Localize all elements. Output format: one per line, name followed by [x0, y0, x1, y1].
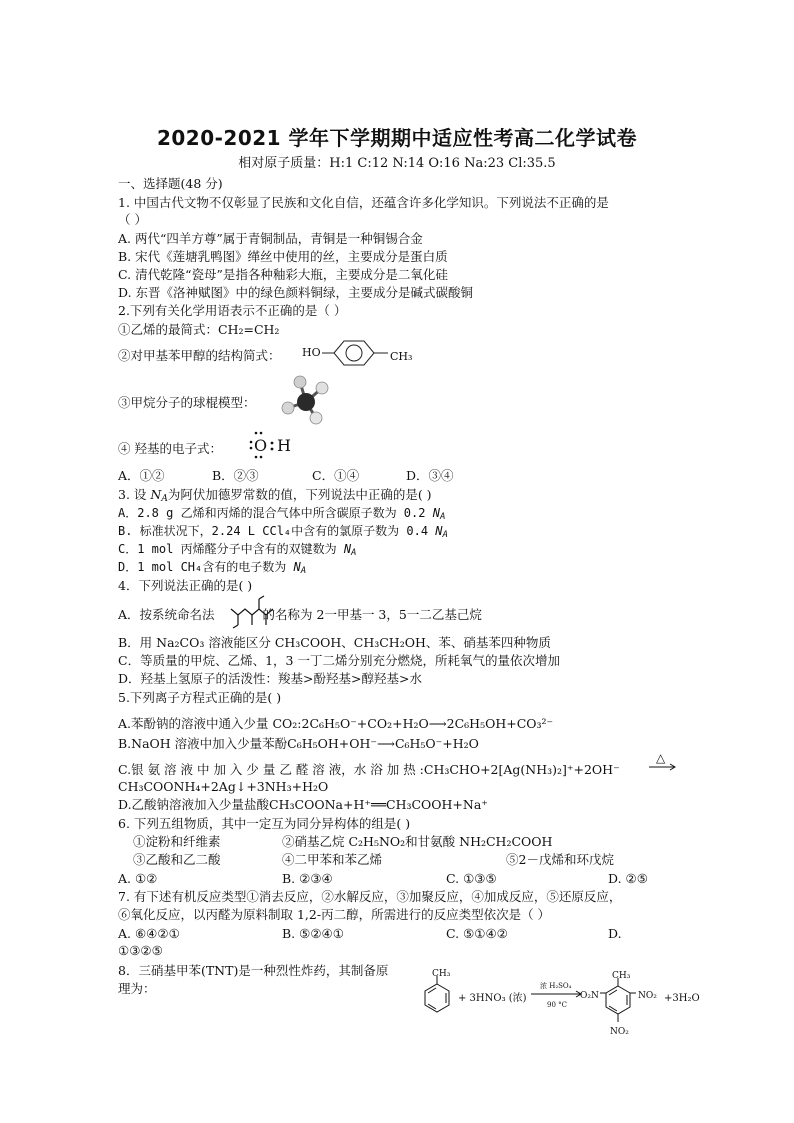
q4-stem: 4．下列说法正确的是( ) — [118, 578, 253, 593]
q2-item-2-label: ②对甲基苯甲醇的结构简式： — [118, 348, 281, 363]
tnt-no2-right: NO₂ — [638, 991, 657, 1001]
q3-na-symbol: N — [150, 487, 162, 502]
q2-option-b: B．②③ — [212, 468, 259, 483]
q3-option-d: D．1 mol CH₄含有的电子数为 $N_A$ — [118, 560, 307, 576]
q6-option-b: B. ②③④ — [282, 871, 333, 886]
q7-option-c: C. ⑤①④② — [446, 926, 508, 941]
q8-line-2: 理为： — [118, 981, 156, 996]
q2-item-1-formula: CH₂=CH₂ — [218, 322, 280, 337]
q5-option-c-line2: CH₃COONH₄+2Ag↓+3NH₃+H₂O — [118, 779, 329, 794]
q6-stem: 6. 下列五组物质，其中一定互为同分异构体的组是( ) — [118, 816, 411, 831]
q6-option-c: C. ①③⑤ — [446, 871, 497, 886]
q1-paren: （ ） — [118, 212, 147, 227]
oxygen-symbol: O — [254, 436, 268, 455]
q7-option-a: A. ⑥④②① — [118, 926, 180, 941]
hydrogen-symbol: H — [277, 436, 291, 455]
q3-option-d-text: D．1 mol CH₄含有的电子数为 — [118, 560, 294, 574]
q7-option-b: B. ⑤②④① — [282, 926, 344, 941]
methane-ball-stick-icon — [278, 374, 338, 426]
q8-line-1: 8．三硝基甲苯(TNT)是一种烈性炸药，其制备原 — [118, 963, 389, 978]
q3-option-c-text: C．1 mol 丙烯醛分子中含有的双键数为 — [118, 542, 344, 556]
heat-symbol: △ — [656, 751, 666, 765]
q5-option-a: A.苯酚钠的溶液中通入少量 CO₂:2C₆H₅O⁻+CO₂+H₂O⟶2C₆H₅OH+CO₃²⁻ — [118, 716, 554, 731]
q2-stem: 2.下列有关化学用语表示不正确的是（ ） — [118, 303, 347, 318]
q3-option-c: C．1 mol 丙烯醛分子中含有的双键数为 $N_A$ — [118, 542, 357, 558]
skeletal-formula-icon — [229, 595, 279, 629]
q3-stem-b: 为阿伏加德罗常数的值，下列说法中正确的是( ) — [167, 487, 432, 502]
q7-line-1: 7. 有下述有机反应类型①消去反应，②水解反应，③加聚反应，④加成反应，⑤还原反应， — [118, 889, 622, 904]
q6-item-1: ①淀粉和纤维素 — [133, 834, 221, 849]
q3-option-a-text: A．2.8 g 乙烯和丙烯的混合气体中所含碳原子数为 0.2 — [118, 506, 433, 520]
q4-option-a — [118, 606, 482, 623]
q1-option-d: D. 东晋《洛神赋图》中的绿色颜料铜绿，主要成分是碱式碳酸铜 — [118, 285, 474, 300]
q5-option-d: D.乙酸钠溶液加入少量盐酸CH₃COONa+H⁺══CH₃COOH+Na⁺ — [118, 797, 488, 812]
tnt-no2-bottom: NO₂ — [610, 1027, 629, 1037]
q3-option-b: B. 标准状况下，2.24 L CCl₄中含有的氯原子数为 0.4 $N_A$ — [118, 524, 448, 540]
reaction-arrow-icon — [648, 762, 678, 772]
toluene-ring-icon — [420, 974, 454, 1016]
ch3-group: CH₃ — [390, 350, 413, 363]
toluene-ch3: CH₃ — [432, 969, 451, 979]
q7-option-d: D. — [608, 926, 622, 941]
q3-option-b-text: B. 标准状况下，2.24 L CCl₄中含有的氯原子数为 0.4 — [118, 524, 436, 538]
tnt-no2-left: O₂N — [580, 991, 599, 1001]
q6-option-d: D. ②⑤ — [608, 871, 648, 886]
q1-stem: 1. 中国古代文物不仅彰显了民族和文化自信，还蕴含许多化学知识。下列说法不正确的是 — [118, 195, 609, 210]
temperature-label: 90 °C — [547, 1001, 567, 1009]
q1-option-c: C. 清代乾隆“瓷母”是指各种釉彩大瓶，主要成分是二氧化硅 — [118, 267, 448, 282]
q2-option-c: C．①④ — [312, 468, 360, 483]
water-product: +3H₂O — [664, 993, 700, 1004]
q1-option-a: A. 两代“四羊方尊”属于青铜制品，青铜是一种铜锡合金 — [118, 231, 423, 246]
q6-option-a: A. ①② — [118, 871, 158, 886]
q2-item-1 — [118, 321, 279, 338]
atomic-masses: 相对原子质量：H:1 C:12 N:14 O:16 Na:23 Cl:35.5 — [238, 156, 556, 171]
q2-option-d: D．③④ — [406, 468, 454, 483]
benzene-ring-icon — [320, 339, 392, 369]
q3-option-a: A．2.8 g 乙烯和丙烯的混合气体中所含碳原子数为 0.2 $N_A$ — [118, 506, 446, 522]
q2-item-1-label: ①乙烯的最简式： — [118, 322, 219, 337]
q6-item-2: ②硝基乙烷 C₂H₅NO₂和甘氨酸 NH₂CH₂COOH — [282, 834, 553, 849]
q1-option-b: B. 宋代《莲塘乳鸭图》缂丝中使用的丝，主要成分是蛋白质 — [118, 249, 448, 264]
q4-option-a-suffix: 的名称为 2一甲基一 3，5一二乙基己烷 — [262, 607, 482, 622]
q2-item-4-label: ④ 羟基的电子式： — [118, 441, 222, 456]
q5-option-c-line1: C.银 氨 溶 液 中 加 入 少 量 乙 醛 溶 液，水 浴 加 热 :CH₃CHO+2[Ag(NH₃)₂]⁺+2OH⁻ — [118, 762, 620, 777]
page-title: 2020-2021 学年下学期期中适应性考高二化学试卷 — [156, 126, 638, 150]
q7-line-2: ⑥氧化反应，以丙醛为原料制取 1,2-丙二醇，所需进行的反应类型依次是（ ） — [118, 907, 551, 922]
q3-stem: 3. 设 $N_A$为阿伏加德罗常数的值，下列说法中正确的是( ) — [118, 487, 432, 504]
q5-stem: 5.下列离子方程式正确的是( ) — [118, 690, 282, 705]
section-heading: 一、选择题(48 分) — [118, 176, 223, 191]
q4-option-d: D．羟基上氢原子的活泼性：羧基>酚羟基>醇羟基>水 — [118, 671, 422, 686]
q7-option-d-text: ①③②⑤ — [118, 943, 163, 958]
catalyst-label: 浓 H₂SO₄ — [540, 982, 572, 990]
q4-option-c: C．等质量的甲烷、乙烯、1，3 一丁二烯分别充分燃烧，所耗氧气的量依次增加 — [118, 653, 560, 668]
tnt-ring-icon — [598, 976, 638, 1028]
q4-option-b: B．用 Na₂CO₃ 溶液能区分 CH₃COOH、CH₃CH₂OH、苯、硝基苯四种物质 — [118, 635, 551, 650]
q6-item-3: ③乙酸和乙二酸 — [133, 852, 221, 867]
q5-option-b: B.NaOH 溶液中加入少量苯酚C₆H₅OH+OH⁻⟶C₆H₅O⁻+H₂O — [118, 736, 479, 751]
q2-option-a: A．①② — [118, 468, 165, 483]
ho-group: HO — [302, 346, 321, 359]
tnt-ch3: CH₃ — [612, 971, 631, 981]
nitric-acid: + 3HNO₃ (浓) — [458, 993, 527, 1004]
q2-item-3-label: ③甲烷分子的球棍模型： — [118, 395, 256, 410]
q4-option-a-prefix: A．按系统命名法 — [118, 607, 215, 622]
q3-stem-a: 3. 设 — [118, 487, 151, 502]
bond-dots-icon — [268, 438, 276, 454]
q6-item-4: ④二甲苯和苯乙烯 — [282, 852, 383, 867]
q6-item-5: ⑤2－戊烯和环戊烷 — [506, 852, 614, 867]
